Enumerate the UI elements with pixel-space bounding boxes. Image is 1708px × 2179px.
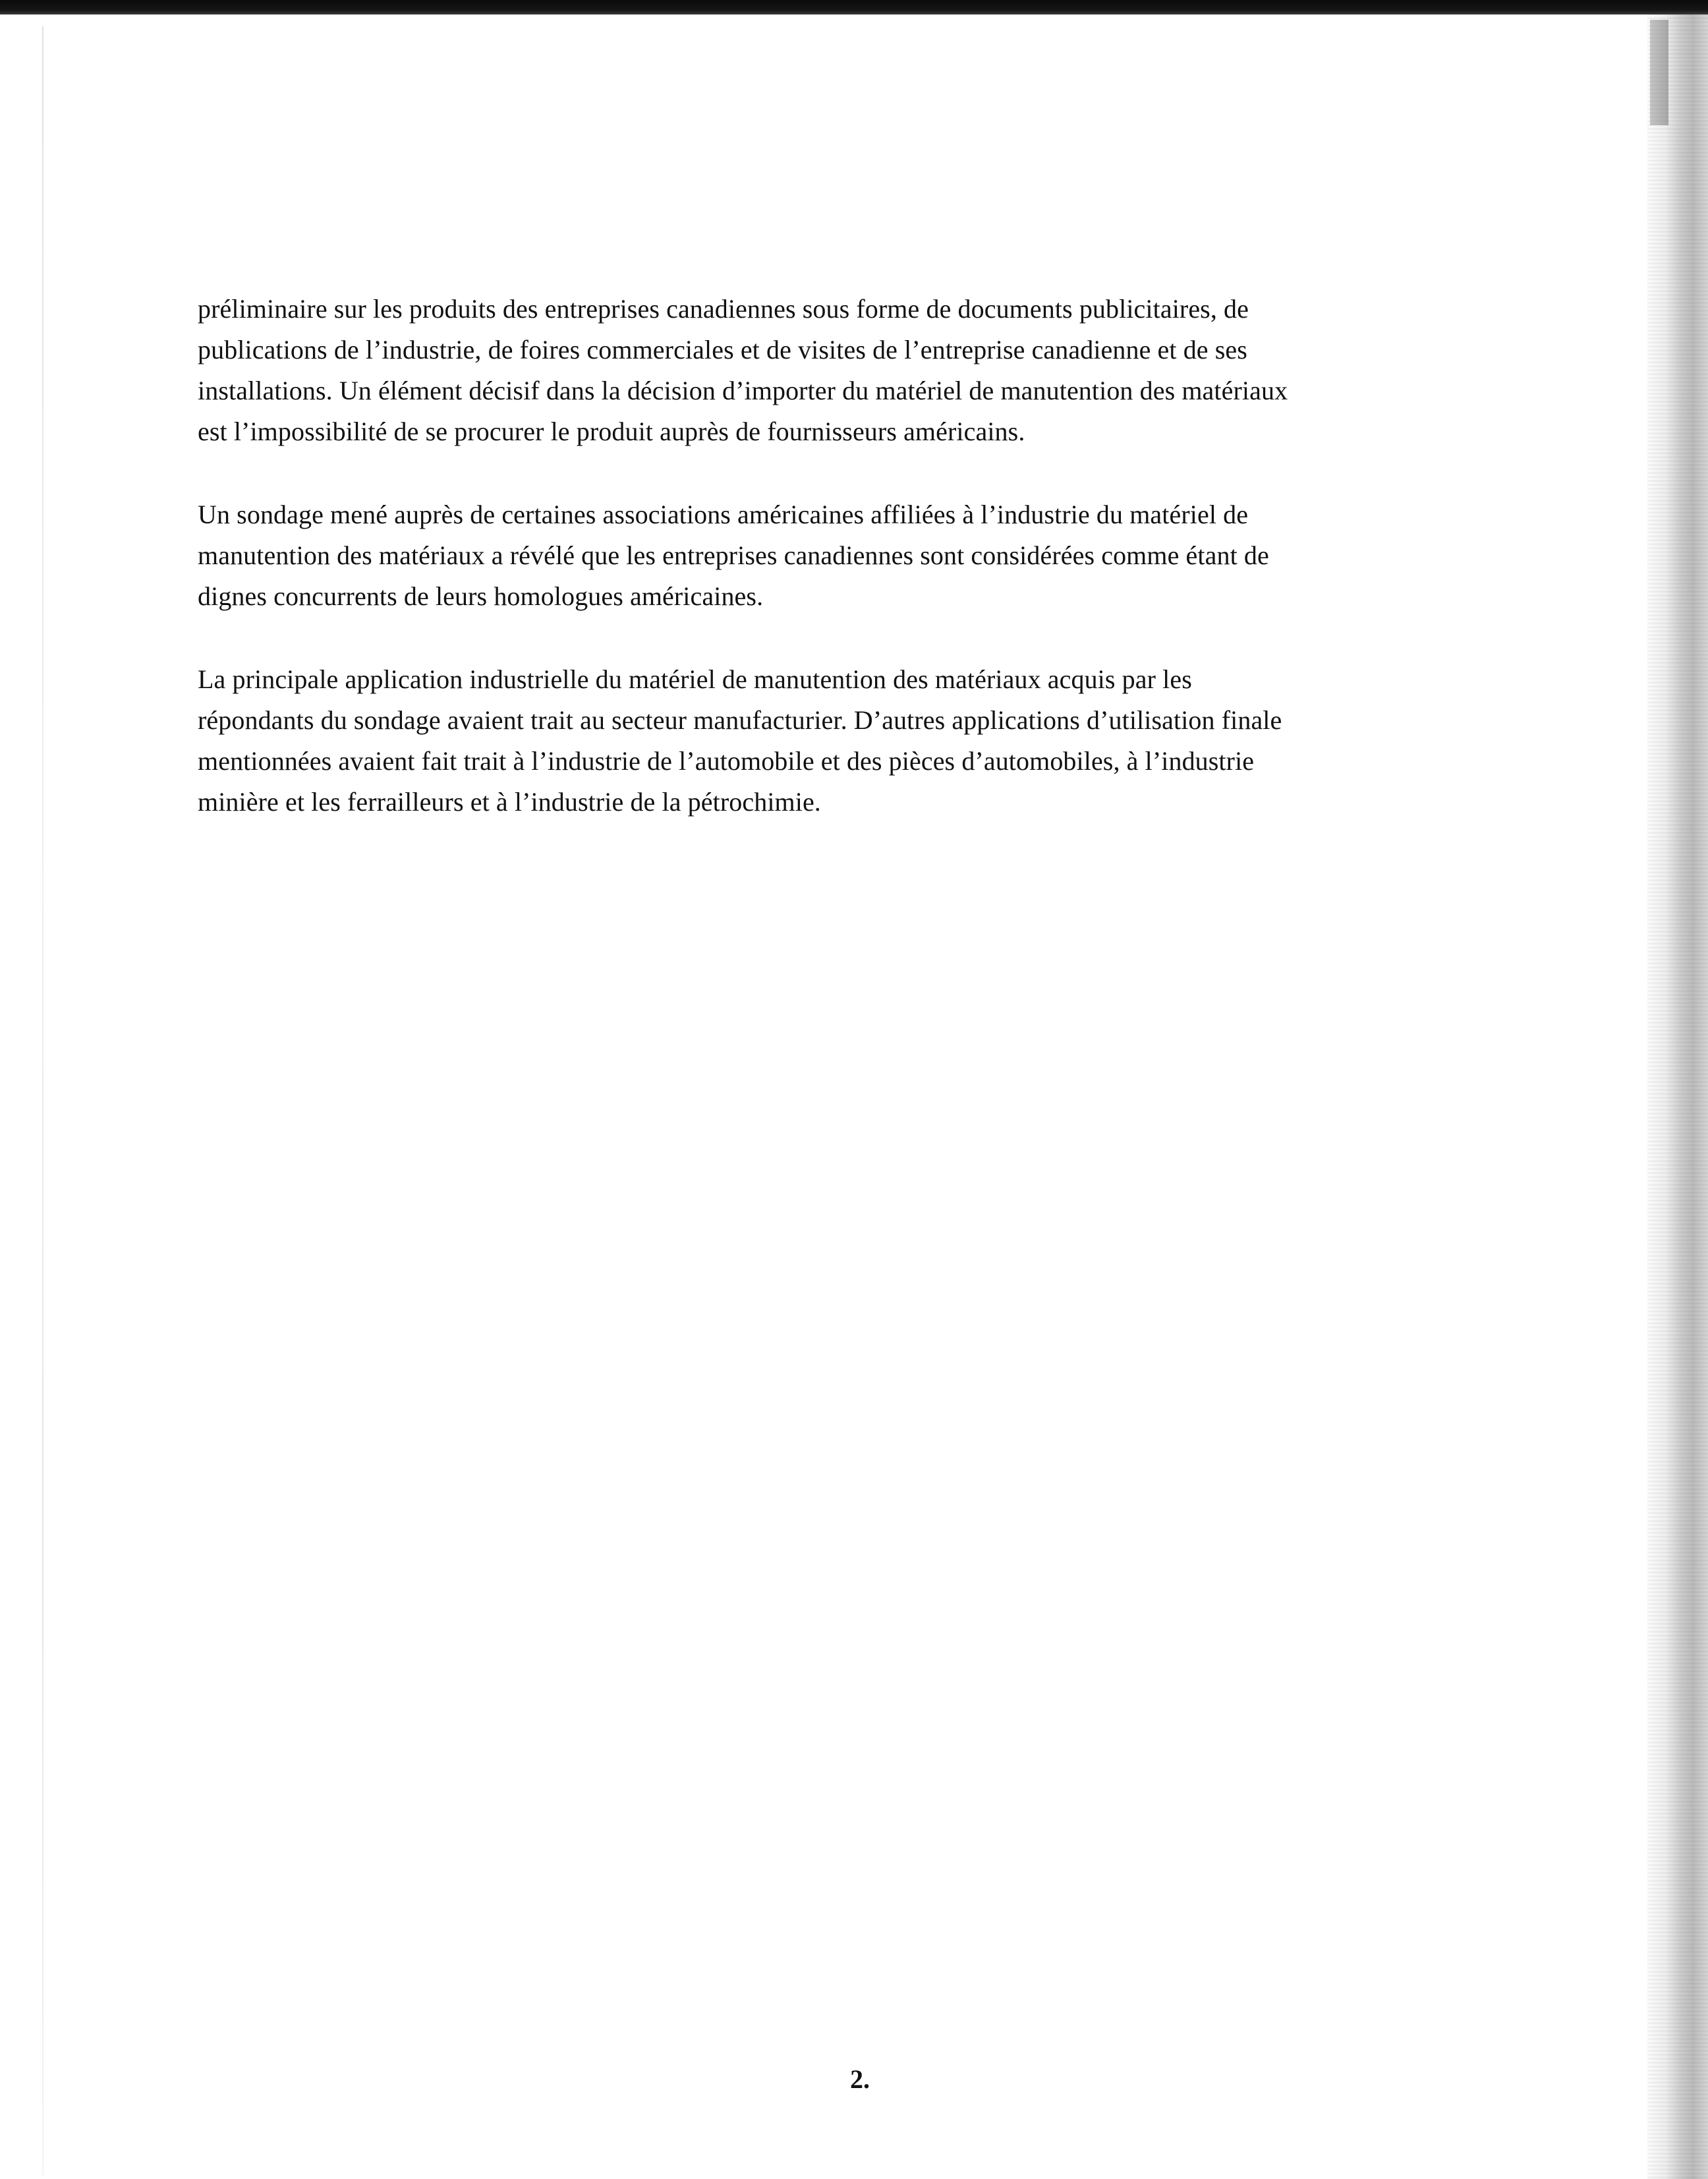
page-body — [198, 289, 1555, 865]
paragraph-product-information: préliminaire sur les produits des entreprises canadiennes sous forme de documents publicitaires, de publications de l’industrie, de foires commerciales et de visites de l’entreprise canadienne et de ses installations. Un élément décisif dans la décision d’importer du matériel de manutention des matériaux est l’impossibilité de se procurer le produit auprès de fournisseurs américains. — [198, 294, 1288, 446]
scan-right-shadow — [1650, 20, 1668, 125]
paragraph-survey-associations: Un sondage mené auprès de certaines associations américaines affiliées à l’industrie du matériel de manutention des matériaux a révélé que les entreprises canadiennes sont considérées comme étant de dignes concurrents de leurs homologues américaines. — [198, 500, 1269, 611]
scan-top-border — [0, 0, 1708, 15]
paragraph-end-use-applications: La principale application industrielle du matériel de manutention des matériaux acquis par les répondants du sondage avaient trait au secteur manufacturier. D’autres applications d’utilisation finale mentionnées avaient fait trait à l’industrie de l’automobile et des pièces d’automobiles, à l’industrie minière et les ferrailleurs et à l’industrie de la pétrochimie. — [198, 664, 1282, 817]
scan-left-border — [42, 26, 43, 2175]
page-number: 2. — [850, 2064, 870, 2094]
scan-right-border — [1647, 15, 1708, 2179]
